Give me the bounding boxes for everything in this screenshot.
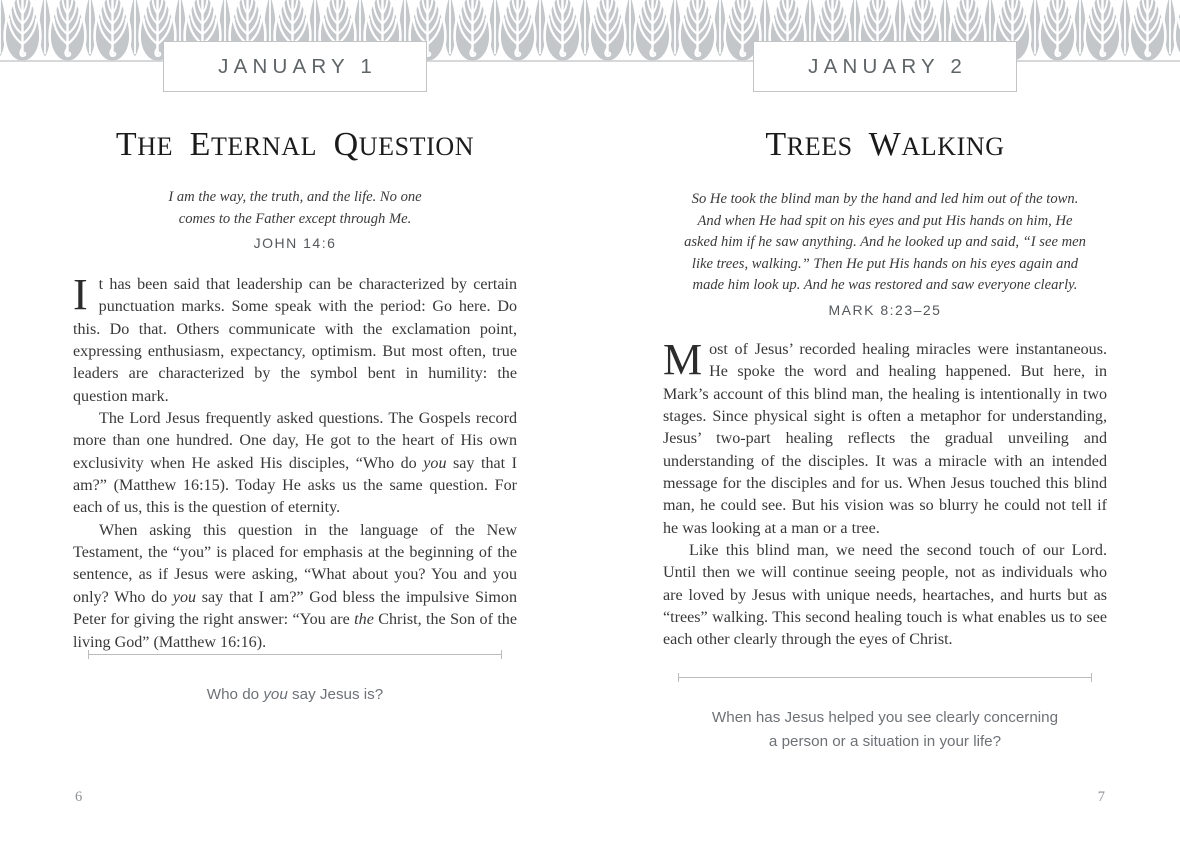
divider-cap-right	[1091, 673, 1092, 682]
emphasis-text: you	[423, 454, 447, 472]
scripture-epigraph	[670, 189, 1100, 321]
page-right	[590, 0, 1180, 858]
reflection-question	[678, 706, 1092, 754]
paragraph-text: Like this blind man, we need the second touch of our Lord. Until then we will continue seeing people, not as individuals who are loved by Jesus with unique needs, heartaches, and hurts but as “trees” walking. This second healing touch is what enables us to see each other clearly through the eyes of Christ.	[663, 542, 1107, 649]
epigraph-line: like trees, walking.” Then He put His hands on his eyes again and	[691, 255, 1079, 272]
reflection-text-part: say Jesus is?	[287, 686, 384, 703]
title-smallcaps: HE	[137, 131, 174, 161]
paragraph-text: say that I am?” (Matthew 16:15). Today He asks us the same question. For each of us, this is the question of eternity.	[73, 454, 517, 517]
reflection-block	[88, 650, 502, 707]
epigraph-line: So He took the blind man by the hand and led him out of the town.	[691, 191, 1079, 207]
page-number-left: 6	[75, 789, 83, 805]
divider-line	[88, 654, 502, 655]
emphasis-text: you	[172, 588, 197, 606]
title-text-left	[116, 126, 474, 163]
drop-cap: M	[663, 335, 703, 384]
devotional-body	[73, 270, 517, 654]
title-smallcaps: ALKING	[901, 131, 1005, 161]
reflection-emphasis: you	[263, 686, 288, 703]
date-label: JANUARY 2	[808, 54, 968, 78]
drop-cap: I	[73, 270, 88, 319]
reflection-question	[88, 683, 502, 707]
title-smallcaps: REES	[786, 131, 853, 161]
reflection-divider	[88, 650, 502, 659]
paragraph-text: When asking this question in the language of the New Testament, the “you” is placed for emphasis at the beginning of the sentence, as if Jesus were asking, “What about you? You and you only? Who do	[73, 521, 517, 606]
date-plate-january-1	[163, 41, 427, 92]
epigraph-line: asked him if he saw anything. And he looked up and said, “I see men	[684, 234, 1086, 250]
emphasis-text: the	[354, 611, 374, 629]
body-paragraph	[73, 408, 517, 520]
epigraph-line: comes to the Father except through Me.	[178, 210, 412, 227]
paragraph-text: ost of Jesus’ recorded healing miracles were instantaneous. He spoke the word and healing happened. But here, in Mark’s account of this blind man, the healing is intentionally in two stages. Since physical sight is often a metaphor for understanding, Jesus’ two-part healing reflects the gradual unveiling and understanding of the disciples. It was a miracle with an intended message for the disciples and for us. When Jesus touched this blind man, he could see. But his vision was so blurry he could not tell if he was looking at a man or a tree.	[663, 341, 1107, 537]
date-label: JANUARY 1	[218, 54, 378, 78]
title-smallcaps: UESTION	[358, 131, 475, 161]
paragraph-text: Christ, the Son of the living God” (Matthew 16:16).	[73, 611, 517, 651]
paragraph-text: say that I am?” God bless the impulsive Simon Peter for giving the right answer: “You are	[73, 588, 517, 629]
epigraph-reference: MARK 8:23–25	[828, 301, 942, 318]
date-plate-january-2	[753, 41, 1017, 92]
epigraph-line: made him look up. And he was restored and saw everyone clearly.	[692, 277, 1078, 293]
devotional-title	[0, 126, 590, 164]
body-paragraph	[73, 520, 517, 654]
reflection-line: a person or a situation in your life?	[768, 733, 1002, 750]
reflection-block	[678, 673, 1092, 754]
devotional-title	[590, 126, 1180, 164]
title-cap: Q	[333, 125, 359, 163]
title-text-right	[765, 126, 1004, 163]
reflection-divider	[678, 673, 1092, 682]
body-paragraph	[73, 270, 517, 408]
epigraph-line: I am the way, the truth, and the life. No one	[168, 189, 422, 205]
divider-line	[678, 677, 1092, 678]
title-cap: T	[765, 125, 787, 163]
paragraph-text: The Lord Jesus frequently asked questions. The Gospels record more than one hundred. One day, He got to the heart of His own exclusivity when He asked His disciples, “Who do	[73, 410, 517, 472]
scripture-epigraph	[85, 187, 505, 255]
body-paragraph	[663, 540, 1107, 652]
reflection-text-part: Who do	[206, 686, 264, 703]
paragraph-text: t has been said that leadership can be characterized by certain punctuation marks. Some speak with the period: Go here. Do this. Do that. Others communicate with the exclamation point, expressing enthusiasm, expectancy, optimism. But most often, true leaders are characterized by the symbol bent in humility: the question mark.	[73, 276, 517, 405]
title-smallcaps: TERNAL	[210, 131, 318, 161]
body-paragraph	[663, 335, 1107, 540]
devotional-body	[663, 335, 1107, 652]
reflection-line: When has Jesus helped you see clearly concerning	[711, 709, 1059, 726]
epigraph-line: And when He had spit on his eyes and put His hands on him, He	[697, 212, 1073, 229]
divider-cap-right	[501, 650, 502, 659]
page-number-right: 7	[1097, 789, 1105, 805]
title-cap: E	[189, 125, 211, 163]
title-cap: W	[868, 125, 902, 163]
title-cap: T	[115, 125, 138, 163]
epigraph-reference: JOHN 14:6	[253, 235, 337, 251]
